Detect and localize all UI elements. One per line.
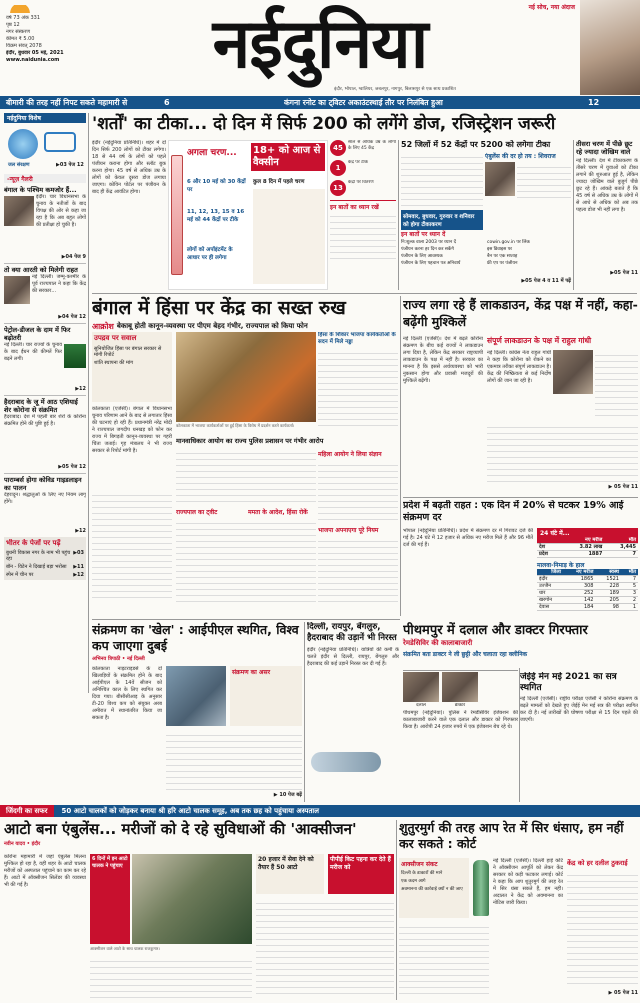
checklist-item: पंजीयन के लिए पहचान पत्र अनिवार्य [401,261,461,266]
checklist-item: इस डिवाइस पर [487,247,513,252]
third-phase-story [576,140,638,290]
checklist-item: फ्री एप पर पंजीयन [487,261,518,266]
stat-row [330,160,396,176]
inside-pages-row[interactable] [6,572,84,578]
sidebar-item-page: ▶12 [75,528,86,534]
brand-logo-sun-icon [6,5,34,13]
pithampur-photo-block [442,672,478,708]
inside-pages-num: ▶12 [73,572,84,578]
teaser-left-page: 6 [164,98,170,107]
rahul-photo [553,350,593,394]
auto-box2-title: 20 हजार में सेवा देने को तैयार हैं 50 आटो [258,856,314,871]
district-cell: 1 [621,604,638,611]
district-th: जिला [537,569,563,576]
table-row [537,590,638,597]
district-cell: खरगोन [537,597,563,604]
district-cell: 3 [621,590,638,597]
stat-label: केंद्र पर टीके [348,160,368,165]
mp-vaccine-body [401,152,483,208]
checklist-item: cowin.gov.in पर लिंक [487,240,530,245]
rahul-body: नई दिल्ली। कांग्रेस नेता राहुल गांधी ने कहा कि कोरोना को रोकने का एकमात्र तरीका संपूर्ण लाकडाउन है। केंद्र की निष्क्रियता से कई निर्दोष लोगों की जान जा रही है। [487,350,551,384]
slogan: नई सोच, नया अंदाज [528,4,575,11]
ipl-box-title: संक्रमण का असर [232,669,271,676]
bengal-col-text [176,448,316,504]
phase-note: कुल 8 दिन में पहले चरण [253,179,305,185]
sidebar-header-label: नईदुनिया विशेष [7,115,41,122]
edition-line: नगर संस्करण [6,29,31,35]
district-cell: 308 [563,583,596,590]
mp-vaccine-headline[interactable]: 52 जिलों में 52 केंद्रों पर 5200 को लगेगा टीका [401,140,551,149]
daily-cell: 1887 [559,551,605,558]
district-cell: 1865 [563,576,596,583]
inside-pages-title: भीतर के पेजों पर पढ़ें [6,539,61,547]
rahul-body-cont [595,350,638,420]
third-phase-page: ▶05 पेज 11 [610,270,638,276]
edition-line: कीमत ₹ 5.00 [6,36,35,42]
table-row [537,544,638,551]
sidebar-item-body: नई दिल्ली। जम्मू-कश्मीर के पूर्व राज्यपाल ने कहा कि केंद्र की सरकार... [32,274,86,294]
flights-headline[interactable]: दिल्ली, रायपुर, बेंगलुरु, हैदराबाद की उड़ानें भी निरस्त [307,622,397,643]
auto-rickshaw-photo [132,854,252,944]
checklist-title: इन बातों पर ध्यान दें [401,231,446,238]
sidebar-item-body: हैदराबाद। देश में पहली बार शेरों के कोरोना संक्रमित होने की पुष्टि हुई है। [4,414,86,427]
inside-pages-text: स्पेन में चीन पर [6,572,34,578]
daily-cell: 7 [604,551,638,558]
daily-cell: देश [537,544,559,551]
auto-box2 [256,854,324,894]
teaser-right-page: 12 [588,98,600,107]
flights-body: इंदौर (नईदुनिया प्रतिनिधि)। यात्रियों की कमी के चलते इंदौर से दिल्ली, रायपुर, बेंगलुरु और हैदराबाद की कई उड़ानें निरस्त कर दी गई हैं। [307,647,399,667]
edition-date: इंदौर, बुधवार 05 मई, 2021 [6,50,64,56]
bengal-headline[interactable]: बंगाल में हिंसा पर केंद्र का सख्त रुख [92,297,346,319]
inside-pages-text: बॉन - विटेन ने दिखाई बड़ा भरोसा [6,564,67,570]
schedule-box: सोमवार, बुधवार, गुरुवार व शनिवार को होगा टीकाकरण [401,210,483,230]
auto-box3 [328,854,394,894]
table-row [537,604,638,611]
doctor-photo [442,672,478,702]
ipl-col [166,730,302,790]
pithampur-title[interactable]: पीथमपुर में दलाल और डाक्टर गिरफ्तार [403,623,588,638]
sidebar-item[interactable] [4,395,86,470]
checklist-right [487,239,571,267]
oxygen-box-item: अवमानना की कार्रवाई क्यों न की जाए [401,887,463,892]
women-commission-sub: महिला आयोग ने लिया संज्ञान [318,451,382,458]
teaser-left[interactable]: बीमारी की तरह नहीं निपट सकते महामारी से [6,97,128,107]
protest-caption: कोलकाता में भाजपा कार्यकर्ताओं पर हुई हिंसा के विरोध में प्रदर्शन करते कार्यकर्ता। [176,423,295,428]
edition-info [6,5,106,64]
flights-story [307,622,399,802]
auto-story [4,820,394,1000]
clinic-headline[interactable]: संक्रमित बता डाक्टर ने ली छुट्टी और चलाता रहा क्लीनिक [403,651,528,658]
unrest-box [92,332,172,402]
district-cell: 252 [563,590,596,597]
bengal-col-text [318,460,398,524]
ipl-headline[interactable]: संक्रमण का 'खेल' : आईपीएल स्थगित, विश्व कप जाएगा दुबई [92,622,299,653]
district-th: नए मरीज [563,569,596,576]
ostrich-headline[interactable]: शुतुरमुर्ग की तरह आप रेत में सिर धंसाए, हम नहीं कर सकते : कोर्ट [399,820,624,851]
district-cell: 2 [621,597,638,604]
ipl-photo [166,666,226,726]
syringe-icon [171,155,183,275]
daily-table-title-text: 24 घंटे में... [540,529,570,537]
stat-value: 1 [330,160,346,176]
oxygen-box-title: आक्सीजन संकट [401,861,438,868]
newspaper-title: नईदुनिया [212,4,428,84]
stat-value: 13 [330,180,346,196]
daily-table-title [537,528,638,537]
mamata-order-sub: ममता के आदेश, हिंसा रोकें [248,509,308,516]
district-cell: उज्जैन [537,583,563,590]
stat-row [330,180,396,196]
mp-vaccine-page: ▶05 पेज 4 व 11 में पढ़ें [521,278,571,284]
stat-value: 45 [330,140,346,156]
phase-step: लोगों को अपॉइंटमेंट के आधार पर ही लगेगा [187,247,233,261]
ostrich-story [399,820,638,1000]
daily-th: मौत [604,537,638,544]
daily-table-grid [537,537,638,558]
inside-pages-row[interactable] [6,564,84,570]
daily-cell: प्रदेश [537,551,559,558]
phase-title: अगला चरण... [187,148,237,158]
bengal-kicker-row [92,321,398,332]
fuel-pump-photo [64,344,86,368]
sidebar-item[interactable] [4,473,86,534]
note-body [330,211,396,261]
water-conservation-logo[interactable] [4,126,86,172]
auto-caption: आक्सीजन वाले आटो के साथ चालक राजकुमार। [90,946,160,951]
bengal-body: कोलकाता (एजेंसी)। बंगाल में विधानसभा चुनाव परिणाम आने के बाद से लगातार हिंसा की घटनाएं हो रही हैं। प्रधानमंत्री नरेंद्र मोदी ने राज्यपाल जगदीप धनखड़ को फोन कर राज्य में बिगड़ती कानून-व्यवस्था पर गहरी चिंता जताई। गृह मंत्रालय ने भी राज्य सरकार से रिपोर्ट मांगी है। [92,406,172,454]
oxygen-box-item: दिल्ली के डाक्टरों की माने [401,871,443,876]
sidebar-item-body: देहरादून। श्रद्धालुओं के लिए नए नियम लागू होंगे। [4,492,86,505]
bengal-story [92,296,398,616]
logo-page: ▶03 पेज 12 [56,162,84,168]
edition-line: विक्रम संवत् 2078 [6,43,42,49]
mp-infection-body: भोपाल (नईदुनिया प्रतिनिधि)। प्रदेश में संक्रमण दर में गिरावट दर्ज की गई है। 24 घंटे में 12 हजार से अधिक नए मरीज मिले हैं और 96 मौतें दर्ज की गई हैं। [403,528,533,548]
water-drop-icon [8,129,38,159]
oxygen-cylinder-icon [473,860,489,916]
pithampur-sub: रेमडेसिविर की कालाबाजारी [403,639,473,647]
website-link[interactable]: www.naidunia.com [6,57,60,63]
district-cell: 5 [621,583,638,590]
bengal-col3 [318,348,398,428]
inside-pages-text: बुधनी विकास नगर के नाम भी पहुंच रहा [6,550,71,562]
jee-story [520,672,638,802]
lockdown-col [487,422,638,482]
auto-box-title: 6 दिनों में इन आटो चालक ने पहुंचाए [92,856,128,869]
inside-pages-num: ▶11 [73,564,84,570]
lead-body: इंदौर (नईदुनिया प्रतिनिधि)। शहर में दो दिन सिर्फ 200 लोगों को टीका लगेगा। 18 से 44 वर्ष के लोगों को पहले पंजीयन कराना होगा और स्लॉट बुक करना होगा। 45 वर्ष से अधिक उम्र के लोगों को केवल दूसरा डोज लगाया जाएगा। कोविन पोर्टल पर पंजीयन के बाद ही केंद्र आवंटित होगा। [92,140,166,195]
bengal-col-text [176,518,316,602]
checklist-left [401,239,485,267]
sidebar-item[interactable] [4,263,86,320]
sidebar-item-title: पेट्रोल-डीजल के दाम में फिर बढ़ोतरी [4,326,71,342]
daily-table [537,528,638,611]
auto-band-label: जिंदगी का सफर [0,805,54,817]
protest-photo [176,332,316,422]
shivraj-photo [485,162,515,196]
teaser-bar [0,96,640,109]
district-cell: 184 [563,604,596,611]
bengal-sub-violence: हिंसा के शिकार भाजपा कार्यकर्ताओं के सदन में मिले नड्डा [318,332,396,345]
unrest-box-item: सुनियोजित हिंसा पर बंगाल सरकार से मांगी रिपोर्ट [94,346,162,358]
auto-col [256,898,394,998]
auto-col [90,956,252,998]
edition-line: पृष्ठ 12 [6,22,20,28]
governor-photo [4,276,30,304]
bjp-sub: भाजपा अपनाएगा पूरे नियम [318,527,379,534]
ipl-page: ▶ 10 पेज बढ़ें [273,792,302,798]
sidebar-item-body: नई दिल्ली। चार राज्यों के चुनाव के बाद ईंधन की कीमतें फिर बढ़ने लगीं। [4,342,62,362]
district-th: स्वस्थ [595,569,621,576]
oxygen-box [399,858,469,918]
mp-infection-headline[interactable]: प्रदेश में बढ़ती राहत : एक दिन में 20% से घटकर 19% आई संक्रमण दर [403,500,624,523]
cities-strip: इंदौर, भोपाल, ग्वालियर, जबलपुर, नागपुर, बिलासपुर से एक साथ प्रकाशित [334,87,456,92]
phase-step: 11, 12, 13, 15 व 16 मई को 44 केंद्रों पर टीके [187,209,245,223]
pithampur-photos [403,672,518,708]
sidebar-item-title: तो क्या आरती को मिलेगी राहत [4,266,78,274]
sidebar-item-title: हैदराबाद के जू में आठ एशियाई शेर कोरोना से संक्रमित [4,398,78,414]
pithampur-block [403,622,638,668]
auto-body: कोरोना महामारी में जहां एंबुलेंस मिलना मुश्किल हो रहा है, वहीं शहर के आटो चालक मरीजों को अस्पताल पहुंचाने का काम कर रहे हैं। आटो में ऑक्सीजन सिलेंडर की व्यवस्था भी की गई है। [4,854,86,888]
checklist-item: बैन पर एक सप्ताह [487,254,518,259]
stat-label: साल से अधिक उम्र के लोगों के लिए 45 केंद्र [348,140,396,151]
table-row [537,583,638,590]
phase-step: 6 और 10 मई को 30 केंद्रों पर [187,179,246,193]
doctor-caption: डाक्टर [454,703,466,708]
ostrich-page: ▶ 05 पेज 11 [608,990,638,996]
auto-byline: नवीन यादव • इंदौर [4,841,41,847]
ipl-body: कोलकाता नाइटराइडर्स के दो खिलाड़ियों के संक्रमित होने के बाद आईपीएल के 14वें सीजन को अनिश्चित काल के लिए स्थगित कर दिया गया। बीसीसीआइ के अनुसार टी-20 विश्व कप को संयुक्त अरब अमीरात में स्थानांतरित किया जा सकता है। [92,666,162,721]
sidebar-item-page: ▶04 पेज 12 [58,314,86,320]
stat-row [330,140,396,156]
sidebar [4,113,86,693]
jee-headline[interactable]: जेईई मेन मई 2021 का सत्र स्थगित [520,672,617,693]
ostrich-col [399,922,489,998]
lead-headline[interactable]: 'शर्तों' का टीका... दो दिन में सिर्फ 200 को लगेंगे डोज, रजिस्ट्रेशन जरूरी [92,114,556,134]
broker-caption: दलाल [416,703,426,708]
bengal-sub: बेकाबू होती कानून-व्यवस्था पर पीएम बेहद गंभीर, राज्यपाल को किया फोन [116,322,308,330]
stat-label: केंद्रों पर वितरण [348,180,374,185]
checklist-item: पंजीयन के लिए आवश्यक [401,254,443,259]
checklist-item: नि:शुल्क वाला 2003 पर ध्यान दें [401,240,456,245]
third-phase-headline[interactable]: तीसरा चरण में पीछे छूट रहे ज्यादा जोखिम वाले [576,140,633,156]
bengal-kicker: आक्रोश [92,322,114,331]
rahul-headline[interactable]: संपूर्ण लाकडाउन के पक्ष में राहुल गांधी [487,336,592,345]
district-cell: 205 [595,597,621,604]
third-phase-body: नई दिल्ली। देश में टीकाकरण के तीसरे चरण में युवाओं को टीका लगाने की शुरुआत हुई है, लेकिन ज्यादा जोखिम वाले बुजुर्ग पीछे छूट रहे हैं। आंकड़े बताते हैं कि 45 वर्ष से अधिक उम्र के लोगों में से आधे से अधिक को अब तक पहला डोज भी नहीं लगा है। [576,158,638,213]
auto-headline[interactable]: आटो बना एंबुलेंस... मरीजों को दे रहे सुविधाओं की 'आक्सीजन' [4,820,357,838]
mp-vaccine-column [401,140,571,290]
district-table-grid [537,569,638,611]
sidebar-item[interactable] [4,186,86,260]
news-gallery-header [4,174,86,183]
kangana-photo [580,0,640,95]
ambulance-sub: एंबुलेंस की दर हो तय : शिवराज [485,153,556,160]
table-row [537,597,638,604]
inside-pages-num: ▶03 [73,550,84,556]
ambulance-body [517,162,571,202]
unrest-box-title: उपद्रव पर सवाल [94,334,137,342]
governor-tweet-sub: राज्यपाल का ट्वीट [176,509,218,516]
pithampur-photo-block [403,672,439,708]
checklist-item: पंजीयन करना हर दिन कर सकेंगे [401,247,454,252]
edition-line: वर्ष 73 अंक 331 [6,15,41,21]
phase-detail [253,189,325,284]
district-cell: 189 [595,590,621,597]
district-th: मौत [621,569,638,576]
ostrich-body: नई दिल्ली (एजेंसी)। दिल्ली हाई कोर्ट ने ऑक्सीजन आपूर्ति को लेकर केंद्र सरकार को कड़ी फटकार लगाई। कोर्ट ने कहा कि आप शुतुरमुर्ग की तरह रेत में सिर धंसा सकते हैं, हम नहीं। अदालत ने केंद्र को अवमानना का नोटिस जारी किया। [493,858,563,906]
tap-icon [44,132,76,152]
lockdown-story [403,296,638,496]
lockdown-headline[interactable]: राज्य लगा रहे हैं लाकडाउन, केंद्र पक्ष में नहीं, कहा- बढ़ेंगी मुश्किलें [403,297,638,329]
sidebar-header [4,113,86,123]
sidebar-item-page: ▶12 [75,386,86,392]
lockdown-body: नई दिल्ली (एजेंसी)। देश में बढ़ते कोरोना संक्रमण के बीच कई राज्यों ने लाकडाउन लगा दिया है, लेकिन केंद्र सरकार राष्ट्रव्यापी लाकडाउन के पक्ष में नहीं है। सरकार का मानना है कि इससे अर्थव्यवस्था को भारी नुकसान होगा और प्रवासी मजदूरों की मुश्किलें बढ़ेंगी। [403,336,483,384]
logo-label: जल संरक्षण [8,162,30,168]
ipl-byline: अभिनव त्रिपाठी • नई दिल्ली [92,656,145,662]
auto-band-text: 50 आटो चालकों को जोड़कर बनाया श्री हरि आटो चालक समूह, अब तक छह को पहुंचाया अस्पताल [61,806,319,815]
lockdown-page: ▶ 05 पेज 11 [608,484,638,490]
ostrich-sub: केंद्र को हर दलील ठुकराई [567,859,628,867]
bengal-col-text [92,490,172,602]
district-table-title: मालवा-निमाड़ के हाल [537,562,585,569]
district-cell: इंदौर [537,576,563,583]
sidebar-item-page: ▶05 पेज 12 [58,464,86,470]
table-row [537,551,638,558]
inside-pages-box [4,537,86,580]
sidebar-item-body: इंदौर। चार विधानसभा के चुनाव के नतीजों के बाद विपक्ष की ओर से कहा जा रहा है कि अब बहुत लोगों की प्रतीक्षा हो चुकी है। [36,194,86,228]
phase-big: 18+ को आज से वैक्सीन [251,143,325,171]
plane-icon [311,752,381,772]
ostrich-col [567,870,638,988]
unrest-box-item: शांति स्थापना की मांग [94,360,134,366]
inside-pages-row[interactable] [6,550,84,562]
sidebar-item-page: ▶04 पेज 9 [61,254,86,260]
jee-body: नई दिल्ली (एजेंसी)। राष्ट्रीय परीक्षा एजेंसी ने कोरोना संक्रमण के बढ़ते मामलों को देखते हुए जेईई मेन मई सत्र की परीक्षा स्थगित कर दी है। नई तारीखों की घोषणा परीक्षा से 15 दिन पहले की जाएगी। [520,696,638,723]
district-cell: देवास [537,604,563,611]
oxygen-box-item: एक कदम आगे [401,879,426,884]
stats-column [330,140,396,290]
sidebar-item[interactable] [4,323,86,392]
district-cell: 7 [621,576,638,583]
daily-cell: 3.82 लाख [559,544,605,551]
teaser-right[interactable]: कंगना रनोट का ट्विटर अकाउंटस्थाई तौर पर निलंबित हुआ [284,97,443,107]
district-cell: धार [537,590,563,597]
human-rights-sub: मानवाधिकार आयोग का राज्य पुलिस प्रशासन पर गंभीर आरोप [176,437,324,445]
district-cell: 228 [595,583,621,590]
auto-band [0,805,640,817]
daily-cell: 3,445 [604,544,638,551]
ipl-box [230,666,302,726]
auto-box3-title: पीपीई किट पहना कर देते हैं मरीज को [330,856,391,871]
note-title: इन बातों का ध्यान रखें [330,200,396,211]
broker-photo [403,672,439,702]
politician-photo [4,196,34,226]
sidebar-item-title: बंगाल के पश्चिम कमजोर हैं... [4,186,77,194]
pithampur-body: पीथमपुर (नईदुनिया)। पुलिस ने रेमडेसिविर इंजेक्शन की कालाबाजारी करने वाले एक दलाल और डाक्टर को गिरफ्तार किया है। आरोपी 24 हजार रुपये में एक इंजेक्शन बेच रहे थे। [403,710,518,730]
district-cell: 98 [595,604,621,611]
masthead [0,0,640,95]
daily-th: नए मरीज [559,537,605,544]
bengal-col-text [318,536,398,602]
news-gallery-label: -न्यूज़ गैलरी [7,175,33,183]
ipl-story [92,622,302,802]
district-cell: 142 [563,597,596,604]
district-cell: 1521 [595,576,621,583]
auto-box [90,854,130,944]
table-row [537,576,638,583]
vaccine-graphic [168,140,328,290]
sidebar-item-title: पाराम्बर्स होगा कोविड गाइडलाइन का पालन [4,476,82,492]
